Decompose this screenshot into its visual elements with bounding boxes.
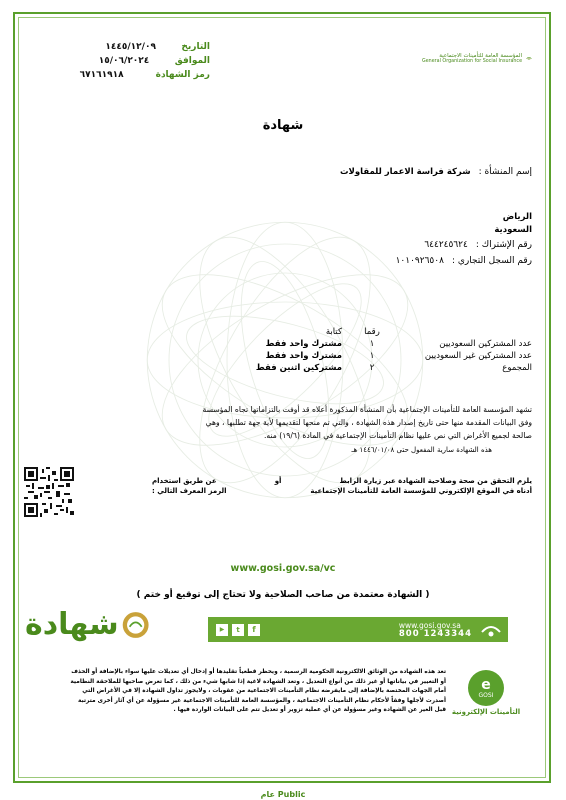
gosi-emblem-icon bbox=[480, 620, 502, 640]
e-gosi-badge-text: GOSI bbox=[478, 691, 494, 699]
table-header bbox=[252, 326, 532, 338]
table-row bbox=[252, 338, 532, 350]
verification-instructions bbox=[152, 476, 532, 496]
subscription-row bbox=[424, 240, 532, 250]
shahada-logo bbox=[25, 600, 150, 650]
cert-code-value: ٦٧١٦١٩١٨ bbox=[79, 70, 124, 80]
date-value: ١٤٤٥/١٢/٠٩ bbox=[105, 42, 156, 52]
subscribers-table bbox=[252, 326, 532, 374]
header-numeric: رقما bbox=[364, 327, 380, 337]
row-text: مشترك واحد فقط bbox=[265, 339, 342, 349]
page-title: شهادة bbox=[262, 118, 304, 133]
paragraph-line: تشهد المؤسسة العامة للتأمينات الإجتماعية بأن المنشأة المذكورة أعلاه قد أوفت بالتزاماتها تجاه المؤسسة bbox=[202, 405, 532, 414]
approval-note: ( الشهادة معتمدة من صاحب الصلاحية ولا تحتاج إلى توقيع أو ختم ) bbox=[136, 590, 430, 600]
verify-line1-left: عن طريق استخدام bbox=[152, 477, 217, 485]
verify-or: أو bbox=[274, 477, 282, 485]
classification-footer: عام Public bbox=[260, 790, 306, 799]
disclaimer-line: أصدرت لأجلها وفقاً لأحكام نظام التأمينات الاجتماعية ، والمؤسسة العامة للتأمينات الاجتماعية غير مسؤولة عن أي آثار أخرى مترتبة bbox=[77, 697, 446, 704]
row-label: عدد المشتركين غير السعوديين bbox=[424, 351, 532, 361]
org-name-en: General Organization for Social Insurance bbox=[422, 58, 523, 64]
facebook-icon[interactable]: f bbox=[248, 624, 260, 636]
twitter-icon[interactable]: t bbox=[232, 624, 244, 636]
verify-line1-right: يلزم التحقق من صحة وصلاحية الشهادة عبر زيارة الرابط bbox=[339, 477, 532, 485]
establishment-name-value: شركة فراسة الاعمار للمقاولات bbox=[340, 167, 471, 177]
row-numeric: ٢ bbox=[369, 363, 375, 373]
establishment-name-row bbox=[340, 167, 532, 177]
e-gosi-badge-icon: e GOSI bbox=[468, 670, 504, 706]
certification-text bbox=[60, 403, 532, 457]
corresponding-value: ١٥/٠٦/٢٠٢٤ bbox=[98, 56, 150, 66]
contact-info bbox=[399, 621, 472, 639]
banner-phone: 800 1243344 bbox=[398, 628, 472, 639]
disclaimer-line: أو التغيير في بياناتها أو غير ذلك من أنواع التعديل ، وتعد الشهادة لاغية إذا شابها شيء من ذلك ، كما تعرض صاحبها للملاحقة النظامية bbox=[70, 678, 446, 685]
disclaimer-text bbox=[30, 668, 446, 716]
social-icons bbox=[216, 624, 260, 636]
shahada-logo-text: شهادة bbox=[25, 607, 119, 642]
contact-banner bbox=[208, 617, 508, 642]
youtube-icon[interactable]: ▶ bbox=[216, 624, 228, 636]
subscription-value: ٦٤٤٢٤٥٦٢٤ bbox=[424, 240, 468, 250]
cr-label: رقم السجل التجاري : bbox=[451, 256, 532, 266]
qr-code bbox=[24, 467, 74, 517]
establishment-name-label: إسم المنشأة : bbox=[478, 167, 532, 177]
gosi-logo bbox=[422, 47, 532, 69]
validity-text: هذه الشهادة سارية المفعول حتى ١٤٤٦/٠١/٠٨ هـ bbox=[351, 446, 492, 454]
disclaimer-line: أمام الجهات المختصة بالإضافة إلى مايفرضه نظام التأمينات الاجتماعية من عقوبات ، ولايجوز تداول الشهادة إلا في الأغراض التي bbox=[82, 688, 446, 694]
verify-line2-left: الرمز المعرف التالي : bbox=[152, 487, 227, 495]
row-numeric: ١ bbox=[369, 351, 375, 361]
country: السعودية bbox=[494, 225, 532, 235]
disclaimer-line: قبل الغير عن الشهادة وغير مسؤولة عن أي عملية تزوير أو تعديل تتم على البيانات الواردة فيها . bbox=[173, 707, 446, 713]
paragraph-line: وفق البيانات المقدمة منها حتى تاريخ إصدار هذه الشهادة ، والتي تم منحها لتقديمها لأية جهة تطلبها ، وهي bbox=[205, 418, 532, 427]
paragraph-line: صالحة لجميع الأغراض التي نص عليها نظام التأمينات الإجتماعية في المادة (١٩/٦) منه. bbox=[263, 431, 532, 440]
corresponding-label: الموافق bbox=[174, 56, 210, 66]
org-name-ar: المؤسسة العامة للتأمينات الاجتماعية bbox=[439, 52, 523, 59]
verification-url[interactable]: www.gosi.gov.sa/vc bbox=[230, 563, 336, 574]
disclaimer-line: تعد هذه الشهادة من الوثائق الالكترونية الحكومية الرسمية ، ويحظر قطعياً تقليدها أو إدخال أي تعديلات عليها سواء بالإضافة أو الحذف bbox=[71, 669, 446, 675]
city: الرياض bbox=[502, 212, 532, 222]
header-text: كتابة bbox=[325, 327, 342, 337]
verify-line2-right: أدناه في الموقع الإلكتروني للمؤسسة العامة للتأمينات الإجتماعية bbox=[310, 487, 532, 495]
gosi-emblem-icon bbox=[526, 47, 532, 69]
row-label: عدد المشتركين السعوديين bbox=[439, 339, 532, 349]
row-label: المجموع bbox=[502, 363, 532, 373]
row-text: مشترك واحد فقط bbox=[265, 351, 342, 361]
row-text: مشتركين اثنين فقط bbox=[255, 363, 342, 373]
date-label: التاريخ bbox=[181, 42, 210, 52]
banner-site[interactable]: www.gosi.gov.sa bbox=[398, 620, 461, 630]
date-block bbox=[10, 40, 210, 82]
cr-value: ١٠١٠٩٢٦٥٠٨ bbox=[395, 256, 444, 266]
row-numeric: ١ bbox=[369, 339, 375, 349]
subscription-label: رقم الإشتراك : bbox=[475, 240, 532, 250]
table-row bbox=[252, 362, 532, 374]
e-gosi-logo bbox=[446, 670, 526, 716]
table-row bbox=[252, 350, 532, 362]
cert-code-label: رمز الشهادة bbox=[155, 70, 210, 80]
seal-icon bbox=[121, 608, 150, 642]
e-gosi-name: التأمينات الإلكترونية bbox=[451, 708, 521, 716]
cr-row bbox=[396, 256, 532, 266]
